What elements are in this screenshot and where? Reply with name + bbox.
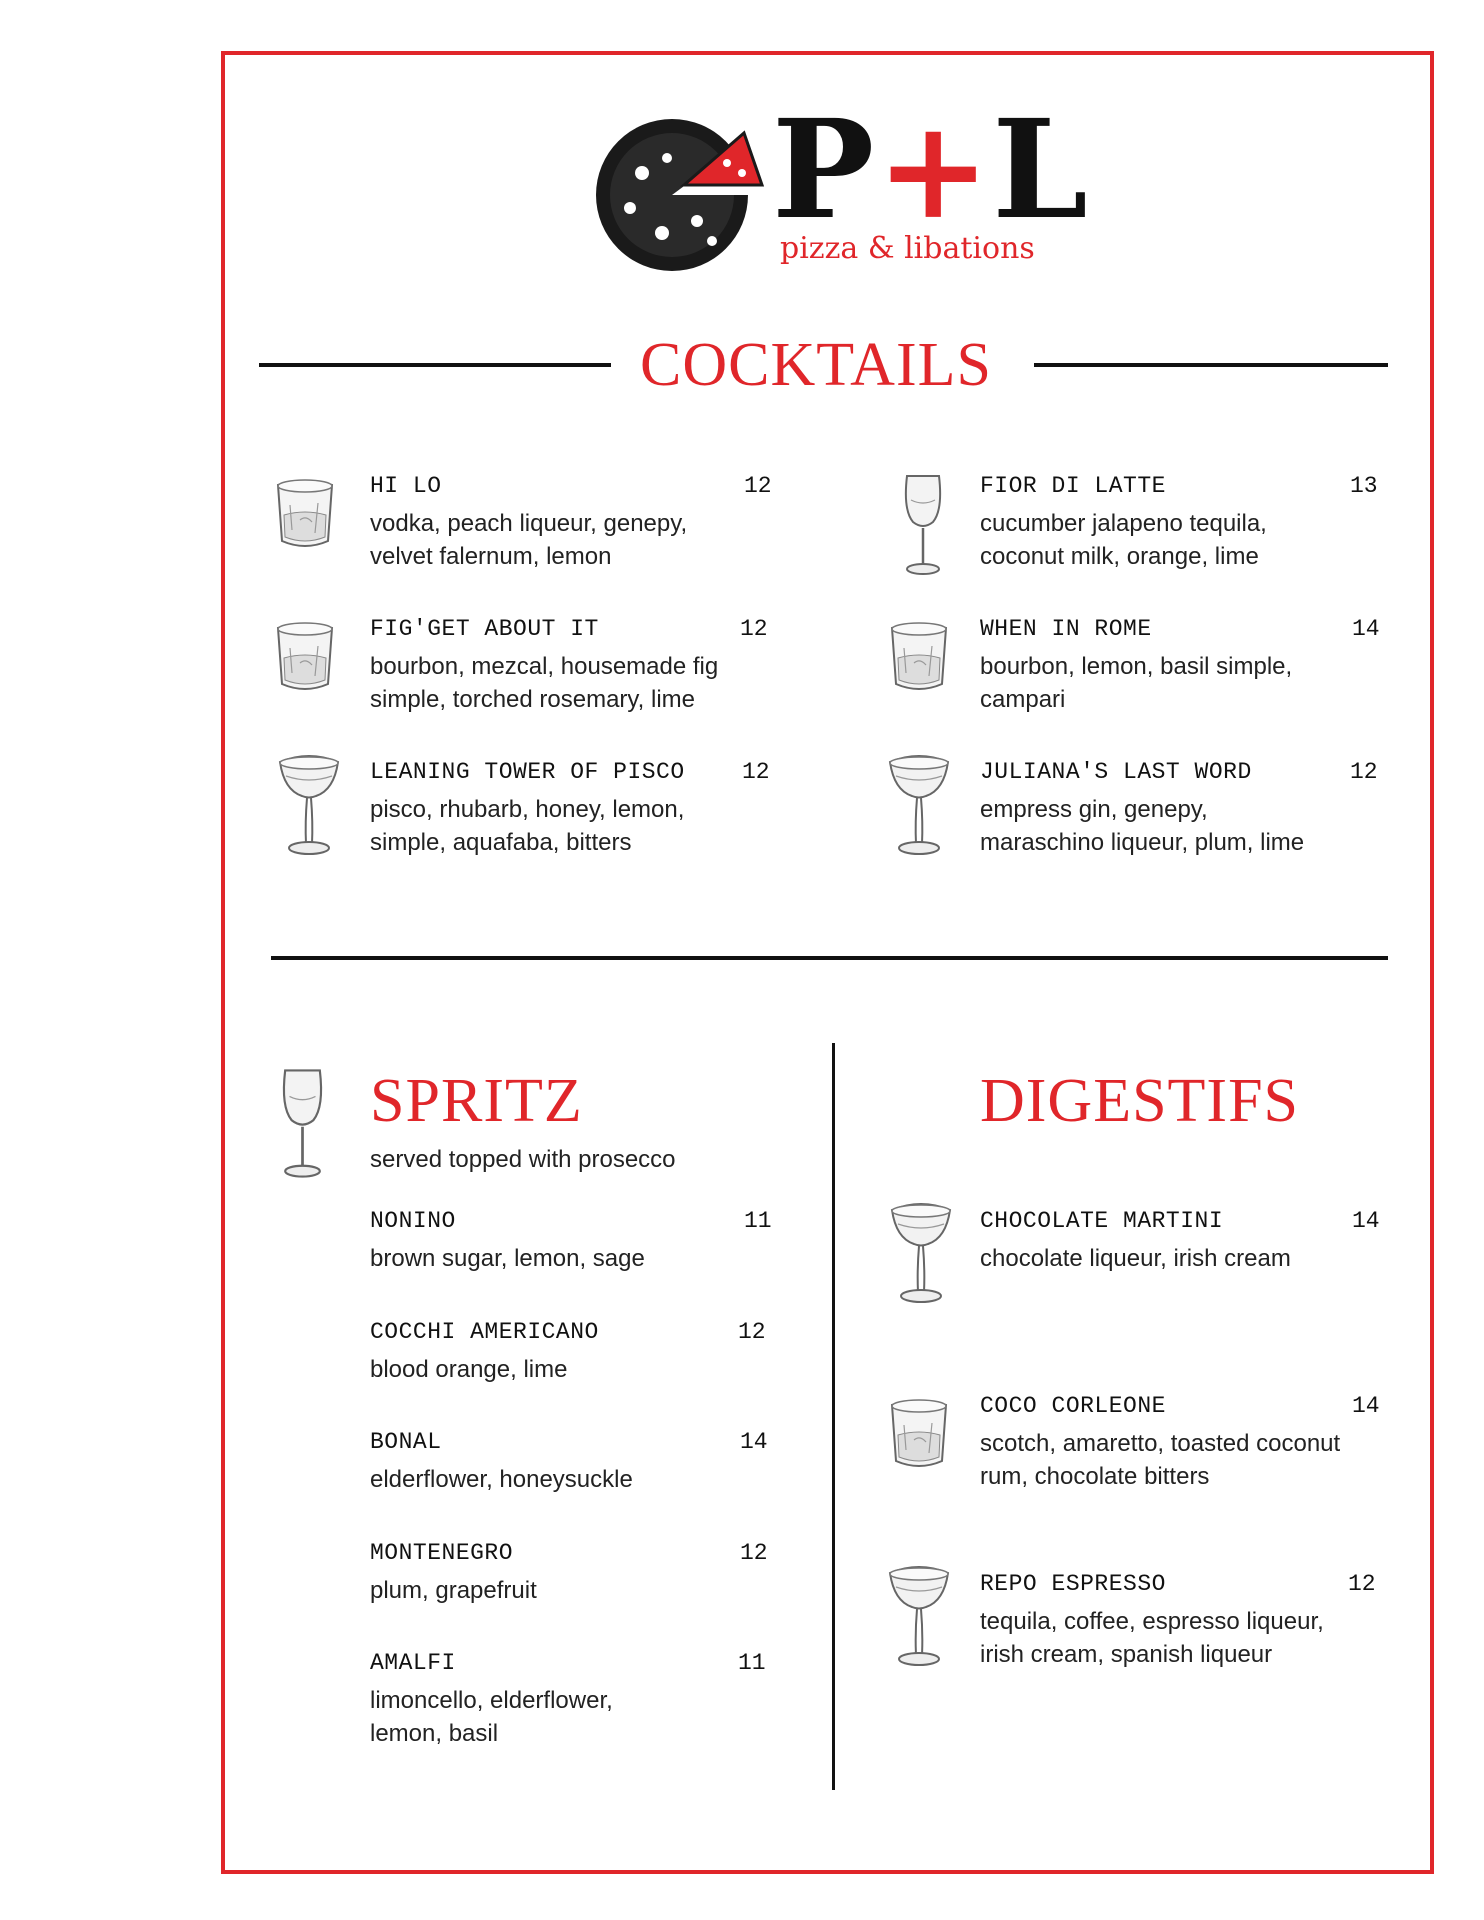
item-desc bbox=[980, 1605, 1384, 1671]
item-name: JULIANA'S LAST WORD bbox=[980, 759, 1252, 785]
desc-line: scotch, amaretto, toasted coconut bbox=[980, 1430, 1341, 1457]
item-price: 12 bbox=[740, 1540, 768, 1566]
menu-item bbox=[370, 759, 774, 859]
item-desc: elderflower, honeysuckle bbox=[370, 1466, 633, 1493]
digestifs-title: DIGESTIFS bbox=[980, 1067, 1300, 1135]
heading-rule-left bbox=[259, 363, 611, 367]
item-desc bbox=[370, 507, 774, 573]
item-price: 12 bbox=[738, 1319, 766, 1345]
spritz-subtitle: served topped with prosecco bbox=[370, 1146, 676, 1173]
desc-line: bourbon, lemon, basil simple, bbox=[980, 653, 1293, 680]
coupe-glass-icon bbox=[884, 1563, 954, 1673]
item-price: 14 bbox=[1352, 1393, 1380, 1419]
desc-line: irish cream, spanish liqueur bbox=[980, 1641, 1273, 1668]
coupe-glass-icon bbox=[886, 1200, 956, 1310]
item-desc bbox=[370, 793, 774, 859]
desc-line: tequila, coffee, espresso liqueur, bbox=[980, 1608, 1324, 1635]
desc-line: simple, aquafaba, bitters bbox=[370, 829, 632, 856]
item-desc bbox=[980, 793, 1384, 859]
item-name: REPO ESPRESSO bbox=[980, 1571, 1166, 1597]
desc-line: lemon, basil bbox=[370, 1720, 499, 1747]
item-price: 12 bbox=[744, 473, 772, 499]
rocks-glass-icon bbox=[270, 618, 340, 698]
brand-logo bbox=[592, 90, 1090, 278]
coupe-glass-icon bbox=[274, 752, 344, 862]
wordmark-l: L bbox=[992, 90, 1090, 250]
item-name: COCCHI AMERICANO bbox=[370, 1319, 599, 1345]
item-name: BONAL bbox=[370, 1429, 442, 1455]
rocks-glass-icon bbox=[884, 618, 954, 698]
desc-line: campari bbox=[980, 686, 1066, 713]
section-divider bbox=[271, 956, 1388, 960]
item-desc: blood orange, lime bbox=[370, 1356, 568, 1383]
item-desc bbox=[370, 1684, 774, 1750]
wine-glass-icon bbox=[270, 1056, 335, 1191]
item-price: 12 bbox=[742, 759, 770, 785]
item-price: 12 bbox=[1350, 759, 1378, 785]
item-price: 12 bbox=[1348, 1571, 1376, 1597]
rocks-glass-icon bbox=[884, 1395, 954, 1475]
item-desc bbox=[370, 650, 774, 716]
item-name: AMALFI bbox=[370, 1650, 456, 1676]
item-desc: brown sugar, lemon, sage bbox=[370, 1245, 645, 1272]
menu-item bbox=[370, 1540, 774, 1607]
item-name: MONTENEGRO bbox=[370, 1540, 514, 1566]
column-divider bbox=[832, 1043, 835, 1790]
desc-line: bourbon, mezcal, housemade fig bbox=[370, 653, 719, 680]
coupe-glass-icon bbox=[884, 752, 954, 862]
desc-line: empress gin, genepy, bbox=[980, 796, 1208, 823]
item-desc bbox=[980, 650, 1384, 716]
menu-item bbox=[370, 1319, 774, 1386]
desc-line: pisco, rhubarb, honey, lemon, bbox=[370, 796, 685, 823]
menu-item bbox=[370, 1429, 774, 1496]
desc-line: cucumber jalapeno tequila, bbox=[980, 510, 1267, 537]
desc-line: simple, torched rosemary, lime bbox=[370, 686, 695, 713]
heading-rule-right bbox=[1034, 363, 1388, 367]
item-price: 11 bbox=[744, 1208, 772, 1234]
item-name: FIOR DI LATTE bbox=[980, 473, 1166, 499]
item-price: 14 bbox=[1352, 1208, 1380, 1234]
desc-line: coconut milk, orange, lime bbox=[980, 543, 1259, 570]
desc-line: maraschino liqueur, plum, lime bbox=[980, 829, 1305, 856]
rocks-glass-icon bbox=[270, 475, 340, 555]
cocktails-title: COCKTAILS bbox=[640, 331, 992, 399]
brand-tagline: pizza & libations bbox=[780, 231, 1035, 266]
menu-item bbox=[370, 473, 774, 573]
item-price: 13 bbox=[1350, 473, 1378, 499]
wordmark-p: P bbox=[772, 90, 877, 250]
item-desc: chocolate liqueur, irish cream bbox=[980, 1245, 1291, 1272]
menu-item bbox=[370, 1208, 774, 1275]
item-price: 14 bbox=[740, 1429, 768, 1455]
wine-glass-icon bbox=[893, 470, 953, 580]
item-name: NONINO bbox=[370, 1208, 456, 1234]
menu-item bbox=[980, 1393, 1384, 1493]
menu-item bbox=[370, 1650, 774, 1750]
item-name: FIG'GET ABOUT IT bbox=[370, 616, 599, 642]
pizza-logo-icon bbox=[592, 113, 772, 278]
menu-item bbox=[980, 1208, 1384, 1275]
menu-item bbox=[980, 1571, 1384, 1671]
menu-item bbox=[980, 473, 1384, 573]
item-name: WHEN IN ROME bbox=[980, 616, 1152, 642]
item-price: 12 bbox=[740, 616, 768, 642]
item-desc: plum, grapefruit bbox=[370, 1577, 537, 1604]
item-price: 11 bbox=[738, 1650, 766, 1676]
item-name: CHOCOLATE MARTINI bbox=[980, 1208, 1224, 1234]
desc-line: vodka, peach liqueur, genepy, bbox=[370, 510, 688, 537]
desc-line: velvet falernum, lemon bbox=[370, 543, 612, 570]
item-name: COCO CORLEONE bbox=[980, 1393, 1166, 1419]
item-desc bbox=[980, 507, 1384, 573]
item-name: LEANING TOWER OF PISCO bbox=[370, 759, 685, 785]
desc-line: rum, chocolate bitters bbox=[980, 1463, 1210, 1490]
menu-item bbox=[980, 759, 1384, 859]
wordmark-plus: + bbox=[876, 90, 993, 250]
desc-line: limoncello, elderflower, bbox=[370, 1687, 613, 1714]
item-name: HI LO bbox=[370, 473, 442, 499]
spritz-title: SPRITZ bbox=[370, 1067, 583, 1135]
menu-item bbox=[980, 616, 1384, 716]
item-desc bbox=[980, 1427, 1384, 1493]
item-price: 14 bbox=[1352, 616, 1380, 642]
menu-item bbox=[370, 616, 774, 716]
